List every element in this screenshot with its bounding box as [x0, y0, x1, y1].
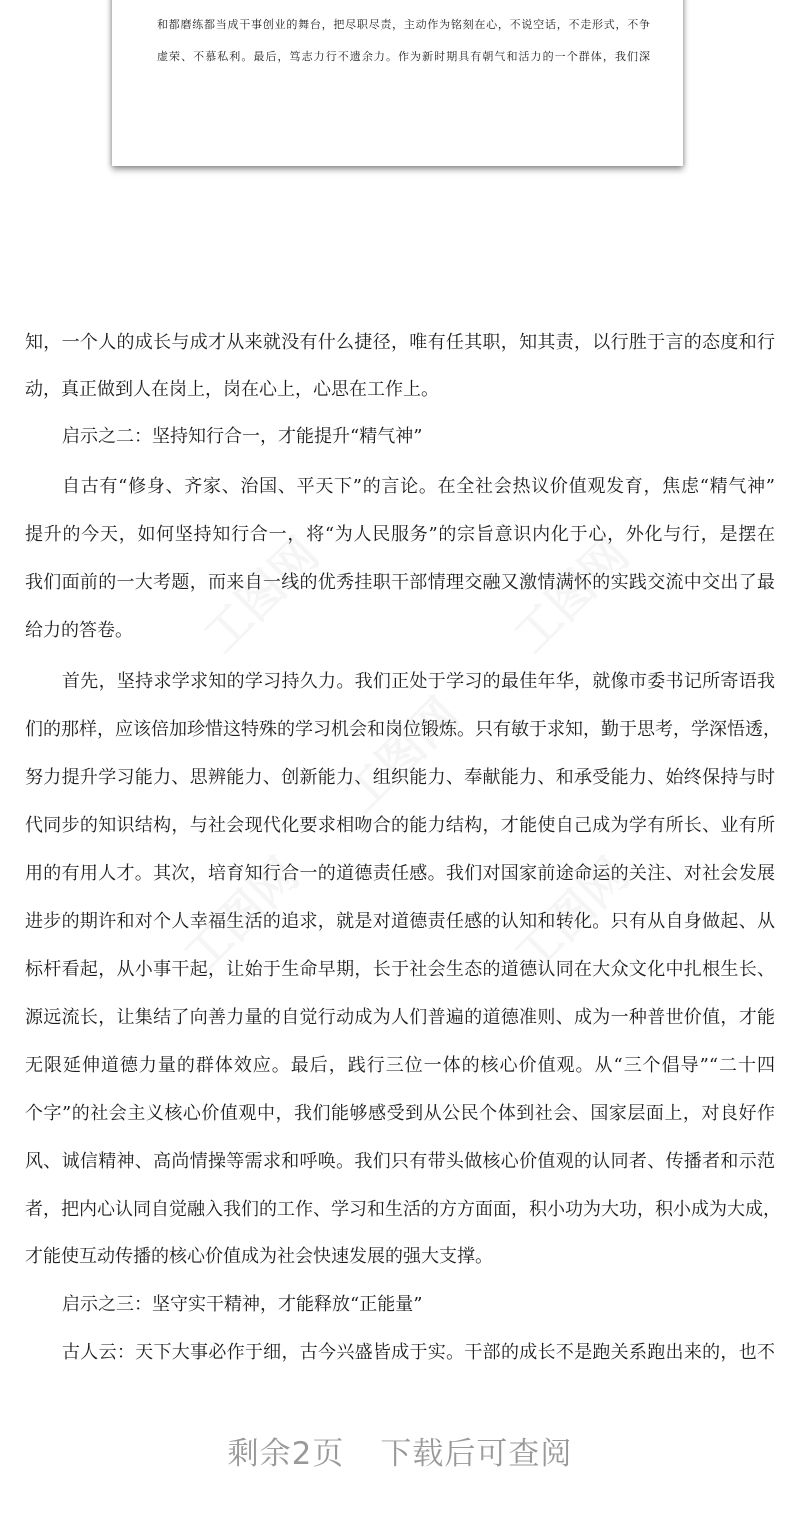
section-heading: 启示之二：坚持知行合一，才能提升“精气神”	[62, 426, 423, 447]
body-line: 给力的答卷。	[25, 620, 133, 641]
body-line: 古人云：天下大事必作于细，古今兴盛皆成于实。干部的成长不是跑关系跑出来的，也不	[62, 1342, 775, 1363]
body-line: 首先，坚持求学求知的学习持久力。我们正处于学习的最佳年华，就像市委书记所寄语我	[62, 671, 775, 692]
body-line: 标杆看起，从小事干起，让始于生命早期，长于社会生态的道德认同在大众文化中扎根生长、	[25, 959, 775, 980]
body-line: 者，把内心认同自觉融入我们的工作、学习和生活的方方面面，积小功为大功，积小成为大成，	[25, 1199, 781, 1220]
body-line: 个字”的社会主义核心价值观中，我们能够感受到从公民个体到社会、国家层面上，对良好作	[25, 1103, 775, 1124]
section-heading: 启示之三：坚守实干精神，才能释放“正能量”	[62, 1294, 423, 1315]
preview-line: 和都磨练都当成干事创业的舞台，把尽职尽责，主动作为铭刻在心，不说空话，不走形式，不争	[157, 18, 650, 31]
body-line: 努力提升学习能力、思辨能力、创新能力、组织能力、奉献能力、和承受能力、始终保持与时	[25, 767, 775, 788]
body-line: 源远流长，让集结了向善力量的自觉行动成为人们普遍的道德准则、成为一种普世价值，才能	[25, 1007, 775, 1028]
body-line: 我们面前的一大考题，而来自一线的优秀挂职干部情理交融又激情满怀的实践交流中交出了最	[25, 572, 775, 593]
remaining-pages-label: 剩余2页	[227, 1436, 345, 1472]
body-line: 无限延伸道德力量的群体效应。最后，践行三位一体的核心价值观。从“三个倡导”“二十四	[25, 1055, 775, 1076]
body-line: 风、诚信精神、高尚情操等需求和呼唤。我们只有带头做核心价值观的认同者、传播者和示范	[25, 1151, 775, 1172]
body-line: 知，一个人的成长与成才从来就没有什么捷径，唯有任其职，知其责，以行胜于言的态度和行	[25, 332, 775, 353]
body-line: 动，真正做到人在岗上，岗在心上，心思在工作上。	[25, 379, 439, 400]
preview-line: 虚荣、不慕私利。最后，笃志力行不遗余力。作为新时期具有朝气和活力的一个群体，我们深	[157, 50, 650, 63]
body-line: 用的有用人才。其次，培育知行合一的道德责任感。我们对国家前途命运的关注、对社会发展	[25, 863, 775, 884]
download-to-view-link[interactable]: 下载后可查阅	[380, 1436, 573, 1472]
body-line: 提升的今天，如何坚持知行合一，将“为人民服务”的宗旨意识内化于心，外化与行，是摆在	[25, 524, 775, 545]
body-line: 们的那样，应该倍加珍惜这特殊的学习机会和岗位锻炼。只有敏于求知，勤于思考，学深悟透，	[25, 719, 781, 740]
body-line: 进步的期许和对个人幸福生活的追求，就是对道德责任感的认知和转化。只有从自身做起、从	[25, 911, 775, 932]
body-line: 代同步的知识结构，与社会现代化要求相吻合的能力结构，才能使自己成为学有所长、业有所	[25, 815, 775, 836]
body-line: 自古有“修身、齐家、治国、平天下”的言论。在全社会热议价值观发育，焦虑“精气神”	[62, 476, 775, 497]
body-line: 才能使互动传播的核心价值成为社会快速发展的强大支撑。	[25, 1246, 493, 1267]
page-preview	[112, 0, 683, 166]
download-prompt[interactable]	[0, 1428, 800, 1473]
watermark	[327, 681, 471, 825]
